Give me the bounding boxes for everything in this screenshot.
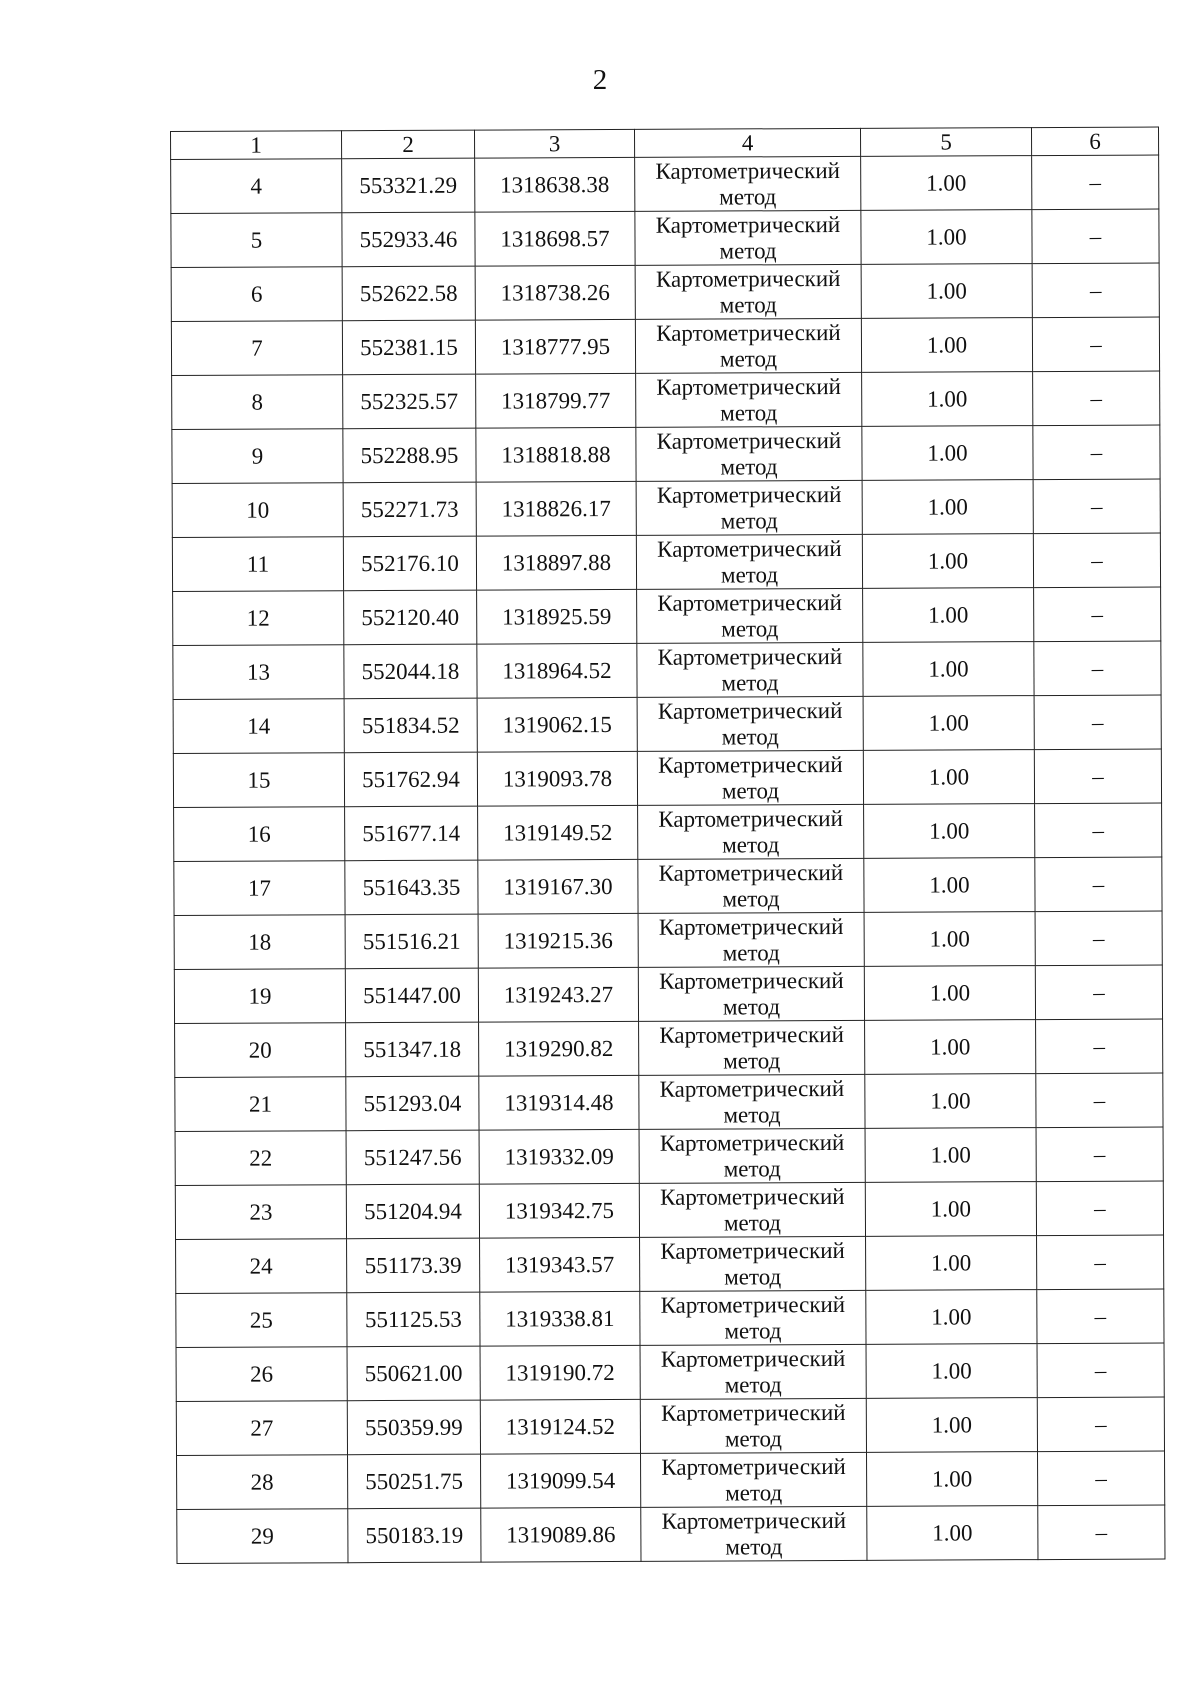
coord-y-cell: 1319215.36 [478,913,638,968]
coord-x-cell: 551762.94 [344,752,477,807]
method-line-1: Картометрический [658,913,844,940]
coord-y-cell: 1318799.77 [476,373,636,428]
table-row [175,1073,1163,1131]
coordinates-table [170,127,1165,1564]
note-cell: – [1033,533,1160,588]
method-cell [638,804,864,859]
method-cell [640,1290,866,1345]
note-cell: – [1036,1181,1163,1236]
coord-y-cell: 1318897.88 [476,535,636,590]
method-cell [636,372,862,427]
method-line-2: метод [724,1425,783,1451]
coord-y-cell: 1319099.54 [481,1453,641,1508]
method-cell [639,1074,865,1129]
coord-y-cell: 1319332.09 [479,1129,639,1184]
method-line-1: Картометрический [658,859,844,886]
coord-x-cell: 550359.99 [347,1400,480,1455]
point-number-cell: 12 [173,591,344,646]
method-line-2: метод [719,237,777,264]
accuracy-cell: 1.00 [865,1074,1036,1129]
note-cell: – [1038,1505,1165,1560]
note-cell: – [1035,803,1162,858]
accuracy-cell: 1.00 [863,750,1034,805]
coord-y-cell: 1318925.59 [477,589,637,644]
method-cell [637,696,863,751]
method-line-1: Картометрический [659,1075,845,1102]
method-line-1: Картометрический [655,157,840,184]
method-line-2: метод [723,1155,781,1181]
note-cell: – [1034,695,1161,750]
coord-x-cell: 553321.29 [342,158,475,213]
point-number-cell: 4 [171,159,342,214]
accuracy-cell: 1.00 [862,426,1033,481]
point-number-cell: 21 [175,1077,346,1132]
accuracy-cell: 1.00 [862,534,1033,589]
table-row [172,371,1160,429]
method-line-1: Картометрический [656,481,842,508]
accuracy-cell: 1.00 [863,642,1034,697]
note-cell: – [1032,209,1159,264]
table-row [173,695,1161,753]
table-row [176,1397,1164,1455]
method-line-2: метод [723,1209,782,1235]
method-line-2: метод [721,777,780,804]
method-line-2: метод [724,1317,782,1343]
column-header-2: 2 [342,130,475,159]
coord-x-cell: 552271.73 [343,482,476,537]
method-cell [637,750,863,805]
coord-y-cell: 1319190.72 [480,1345,640,1400]
note-cell: – [1033,425,1160,480]
method-line-1: Картометрический [661,1507,847,1534]
method-cell [639,1128,865,1183]
accuracy-cell: 1.00 [866,1236,1037,1291]
note-cell: – [1037,1343,1164,1398]
method-line-1: Картометрический [655,211,841,238]
table-row [174,965,1162,1023]
method-line-1: Картометрический [657,589,842,616]
method-cell [637,642,863,697]
method-cell [635,156,861,211]
coord-y-cell: 1318698.57 [475,211,635,266]
note-cell: – [1036,1019,1163,1074]
table-row [177,1505,1165,1563]
note-cell: – [1035,857,1162,912]
method-line-2: метод [723,1047,781,1073]
coord-y-cell: 1319089.86 [481,1507,641,1562]
method-line-2: метод [719,345,778,372]
coord-x-cell: 551293.04 [346,1076,479,1131]
accuracy-cell: 1.00 [867,1506,1038,1561]
coord-x-cell: 550621.00 [347,1346,480,1401]
method-line-1: Картометрический [656,427,842,454]
coord-y-cell: 1319062.15 [477,697,637,752]
note-cell: – [1037,1289,1164,1344]
method-line-2: метод [721,669,779,696]
method-line-2: метод [720,561,779,588]
method-line-2: метод [719,291,777,318]
accuracy-cell: 1.00 [862,480,1033,535]
point-number-cell: 10 [172,483,343,538]
method-line-1: Картометрический [660,1183,845,1210]
table-row [176,1343,1164,1401]
table-row [172,425,1160,483]
coord-y-cell: 1319167.30 [478,859,638,914]
point-number-cell: 5 [171,213,342,268]
note-cell: – [1035,911,1162,966]
note-cell: – [1032,263,1159,318]
accuracy-cell: 1.00 [865,1128,1036,1183]
method-line-1: Картометрический [660,1237,845,1264]
point-number-cell: 13 [173,645,344,700]
note-cell: – [1034,641,1161,696]
point-number-cell: 14 [173,699,344,754]
method-cell [636,426,862,481]
method-line-1: Картометрический [659,1129,845,1156]
point-number-cell: 15 [173,753,344,808]
table-body [171,155,1165,1563]
method-line-2: метод [724,1371,782,1397]
method-cell [636,480,862,535]
coord-x-cell: 552288.95 [343,428,476,483]
table-row [173,587,1161,645]
point-number-cell: 25 [176,1293,347,1348]
method-line-1: Картометрический [656,373,841,400]
coord-x-cell: 551173.39 [347,1238,480,1293]
method-line-2: метод [720,507,778,534]
coord-x-cell: 552120.40 [344,590,477,645]
column-header-3: 3 [474,129,634,158]
note-cell: – [1035,965,1162,1020]
method-cell [641,1452,867,1507]
accuracy-cell: 1.00 [861,210,1032,265]
table-row [177,1451,1165,1509]
point-number-cell: 18 [174,915,345,970]
coord-x-cell: 552176.10 [343,536,476,591]
header-row [171,127,1159,159]
method-cell [638,912,864,967]
method-line-1: Картометрический [659,1021,844,1048]
coord-y-cell: 1319093.78 [477,751,637,806]
method-line-1: Картометрический [658,805,843,832]
coord-x-cell: 551347.18 [346,1022,479,1077]
accuracy-cell: 1.00 [864,912,1035,967]
page-number: 2 [592,64,608,96]
accuracy-cell: 1.00 [867,1452,1038,1507]
point-number-cell: 29 [177,1509,348,1564]
accuracy-cell: 1.00 [864,858,1035,913]
method-cell [635,318,861,373]
method-line-2: метод [721,723,779,750]
coord-y-cell: 1319149.52 [478,805,638,860]
accuracy-cell: 1.00 [862,372,1033,427]
coord-y-cell: 1318818.88 [476,427,636,482]
coord-x-cell: 551834.52 [344,698,477,753]
point-number-cell: 23 [175,1185,346,1240]
coord-x-cell: 551677.14 [345,806,478,861]
table-row [175,1181,1163,1239]
point-number-cell: 17 [174,861,345,916]
coord-y-cell: 1319290.82 [479,1021,639,1076]
method-line-2: метод [725,1533,783,1559]
coord-y-cell: 1319124.52 [480,1399,640,1454]
accuracy-cell: 1.00 [864,804,1035,859]
method-line-2: метод [723,1101,781,1127]
column-header-4: 4 [634,128,860,157]
coord-x-cell: 552933.46 [342,212,475,267]
method-line-1: Картометрический [659,967,844,994]
accuracy-cell: 1.00 [861,264,1032,319]
coord-y-cell: 1319343.57 [480,1237,640,1292]
coord-x-cell: 551247.56 [346,1130,479,1185]
method-cell [636,534,862,589]
accuracy-cell: 1.00 [861,318,1032,373]
method-line-1: Картометрический [660,1345,846,1372]
note-cell: – [1033,479,1160,534]
point-number-cell: 28 [177,1455,348,1510]
table-row [171,209,1159,267]
table-row [171,317,1159,375]
accuracy-cell: 1.00 [863,588,1034,643]
method-line-2: метод [724,1263,782,1289]
method-line-2: метод [719,183,777,210]
method-cell [639,1020,865,1075]
note-cell: – [1037,1235,1164,1290]
method-line-2: метод [722,831,780,858]
coord-y-cell: 1318777.95 [475,319,635,374]
accuracy-cell: 1.00 [865,1182,1036,1237]
table-row [176,1289,1164,1347]
method-cell [639,1182,865,1237]
table-row [173,749,1161,807]
point-number-cell: 22 [175,1131,346,1186]
coord-y-cell: 1319314.48 [479,1075,639,1130]
coord-x-cell: 551643.35 [345,860,478,915]
point-number-cell: 20 [175,1023,346,1078]
accuracy-cell: 1.00 [865,1020,1036,1075]
point-number-cell: 7 [171,321,342,376]
coord-x-cell: 551204.94 [346,1184,479,1239]
coord-x-cell: 552325.57 [343,374,476,429]
point-number-cell: 9 [172,429,343,484]
table-row [176,1235,1164,1293]
method-cell [638,858,864,913]
coord-x-cell: 550183.19 [348,1508,481,1563]
coord-x-cell: 551516.21 [345,914,478,969]
point-number-cell: 16 [174,807,345,862]
method-line-2: метод [721,615,779,642]
method-line-2: метод [722,885,780,912]
column-header-5: 5 [860,128,1031,157]
method-line-1: Картометрический [660,1399,846,1426]
method-line-1: Картометрический [657,697,843,724]
table-row [172,479,1160,537]
method-cell [635,264,861,319]
note-cell: – [1034,749,1161,804]
accuracy-cell: 1.00 [864,966,1035,1021]
method-cell [637,588,863,643]
coord-x-cell: 552381.15 [342,320,475,375]
method-line-1: Картометрический [657,643,843,670]
note-cell: – [1036,1127,1163,1182]
method-cell [640,1344,866,1399]
point-number-cell: 11 [172,537,343,592]
method-line-1: Картометрический [658,751,843,778]
method-cell [641,1506,867,1561]
note-cell: – [1034,587,1161,642]
table-row [174,911,1162,969]
coord-y-cell: 1319338.81 [480,1291,640,1346]
method-line-2: метод [720,399,778,426]
note-cell: – [1032,155,1159,210]
point-number-cell: 19 [174,969,345,1024]
accuracy-cell: 1.00 [866,1290,1037,1345]
note-cell: – [1038,1451,1165,1506]
coord-y-cell: 1318964.52 [477,643,637,698]
accuracy-cell: 1.00 [866,1398,1037,1453]
point-number-cell: 24 [176,1239,347,1294]
note-cell: – [1036,1073,1163,1128]
method-cell [638,966,864,1021]
accuracy-cell: 1.00 [866,1344,1037,1399]
method-line-1: Картометрический [657,535,842,562]
note-cell: – [1033,371,1160,426]
method-line-2: метод [725,1479,783,1505]
point-number-cell: 8 [172,375,343,430]
method-line-2: метод [720,453,778,480]
table-row [174,803,1162,861]
table-row [171,155,1159,213]
column-header-1: 1 [171,131,342,160]
coord-x-cell: 551447.00 [345,968,478,1023]
method-cell [640,1236,866,1291]
coord-y-cell: 1319243.27 [478,967,638,1022]
table-row [172,533,1160,591]
method-line-2: метод [722,993,781,1019]
point-number-cell: 27 [176,1401,347,1456]
method-cell [640,1398,866,1453]
point-number-cell: 6 [171,267,342,322]
method-line-1: Картометрический [656,319,841,346]
method-line-2: метод [722,939,780,966]
coord-y-cell: 1318738.26 [475,265,635,320]
table-row [174,857,1162,915]
coord-x-cell: 552044.18 [344,644,477,699]
note-cell: – [1037,1397,1164,1452]
point-number-cell: 26 [176,1347,347,1402]
coord-y-cell: 1318826.17 [476,481,636,536]
accuracy-cell: 1.00 [861,156,1032,211]
note-cell: – [1032,317,1159,372]
table-row [175,1019,1163,1077]
column-header-6: 6 [1031,127,1158,156]
method-line-1: Картометрический [661,1453,846,1480]
coord-y-cell: 1318638.38 [475,157,635,212]
method-cell [635,210,861,265]
table-row [171,263,1159,321]
table-row [175,1127,1163,1185]
table-row [173,641,1161,699]
accuracy-cell: 1.00 [863,696,1034,751]
method-line-1: Картометрический [660,1291,846,1318]
coord-y-cell: 1319342.75 [479,1183,639,1238]
coord-x-cell: 551125.53 [347,1292,480,1347]
coord-x-cell: 550251.75 [348,1454,481,1509]
method-line-1: Картометрический [655,265,841,292]
coord-x-cell: 552622.58 [342,266,475,321]
